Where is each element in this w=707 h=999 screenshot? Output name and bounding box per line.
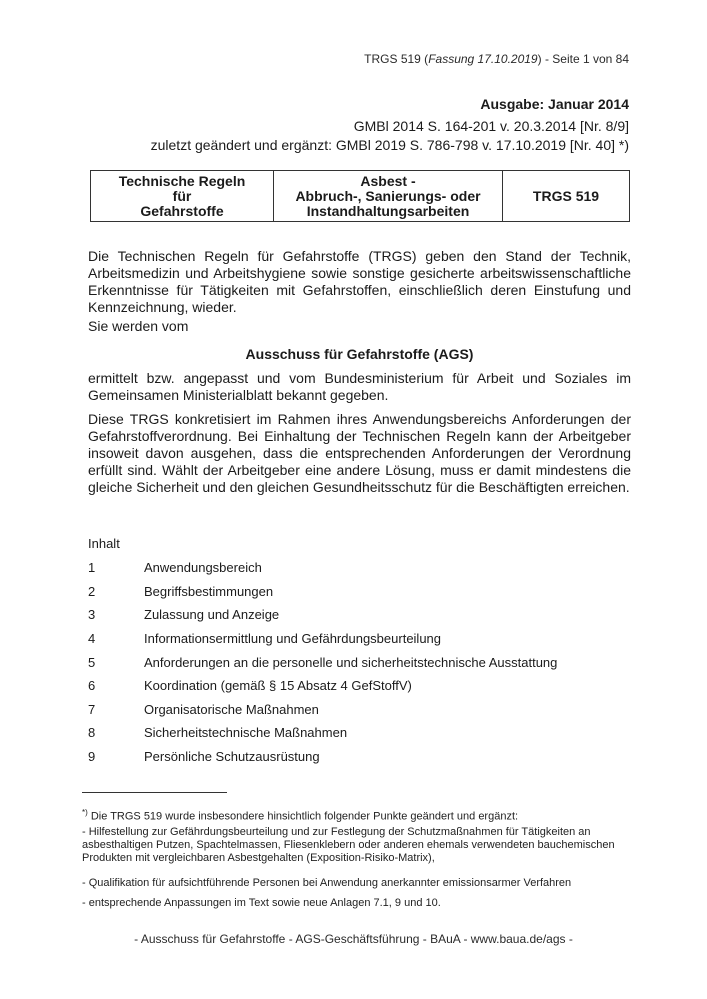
footnote-divider xyxy=(82,792,227,793)
footnote-item: - Qualifikation für aufsichtführende Personen bei Anwendung anerkannter emissionsarmer Verfahren xyxy=(82,877,572,889)
page-footer: - Ausschuss für Gefahrstoffe - AGS-Geschäftsführung - BAuA - www.baua.de/ags - xyxy=(134,932,573,946)
footnote-marker: *) xyxy=(82,808,88,817)
toc-item-number: 6 xyxy=(88,678,96,694)
toc-item-number: 5 xyxy=(88,654,96,670)
gmbl-reference: GMBl 2014 S. 164-201 v. 20.3.2014 [Nr. 8/9] xyxy=(353,118,629,134)
toc-item-label: Anwendungsbereich xyxy=(144,560,262,576)
toc-item-number: 7 xyxy=(88,701,96,717)
title-cell-rules: Technische Regeln für Gefahrstoffe xyxy=(91,171,274,222)
toc-item-label: Persönliche Schutzausrüstung xyxy=(144,749,320,765)
page-header: TRGS 519 (Fassung 17.10.2019) - Seite 1 von 84 xyxy=(364,52,629,66)
toc-item-number: 3 xyxy=(88,607,96,623)
toc-item-label: Informationsermittlung und Gefährdungsbeurteilung xyxy=(144,631,442,647)
toc-item[interactable] xyxy=(88,698,588,722)
toc-item[interactable] xyxy=(88,603,588,627)
toc-item[interactable] xyxy=(88,650,588,674)
toc-item[interactable] xyxy=(88,721,588,745)
toc-item-number: 2 xyxy=(88,583,96,599)
toc-item-label: Zulassung und Anzeige xyxy=(144,607,280,623)
toc-item-number: 4 xyxy=(88,631,96,647)
toc-item-number: 8 xyxy=(88,725,96,741)
toc-item-number: 9 xyxy=(88,749,96,765)
toc-item[interactable] xyxy=(88,674,588,698)
toc-item[interactable] xyxy=(88,745,588,769)
edition-label: Ausgabe: Januar 2014 xyxy=(480,96,629,112)
title-table xyxy=(90,170,630,222)
toc-item-label: Organisatorische Maßnahmen xyxy=(144,701,319,717)
toc-item-label: Begriffsbestimmungen xyxy=(144,583,274,599)
toc-item[interactable] xyxy=(88,580,588,604)
toc-item-number: 1 xyxy=(88,560,96,576)
fassung-date: Fassung 17.10.2019 xyxy=(428,52,538,66)
ermittelt-paragraph: ermittelt bzw. angepasst und vom Bundesministerium für Arbeit und Soziales im Gemeinsamen Ministerialblatt bekannt gegeben. xyxy=(88,370,631,403)
committee-heading: Ausschuss für Gefahrstoffe (AGS) xyxy=(245,346,474,362)
toc-item[interactable] xyxy=(88,556,588,580)
concretizes-paragraph: Diese TRGS konkretisiert im Rahmen ihres Anwendungsbereichs Anforderungen der Gefahrstoffverordnung. Bei Einhaltung der Technischen Regeln kann der Arbeitgeber insoweit davon ausgehen, dass die entsprechenden Anforderungen der Verordnung erfüllt sind. Wählt der Arbeitgeber eine andere Lösung, muss er damit mindestens die gleiche Sicherheit und den gleichen Gesundheitsschutz für die Beschäftigten erreichen. xyxy=(88,411,631,495)
footnote-item: - entsprechende Anpassungen im Text sowie neue Anlagen 7.1, 9 und 10. xyxy=(82,897,441,909)
toc-item[interactable] xyxy=(88,627,588,651)
title-cell-number: TRGS 519 xyxy=(503,171,630,222)
amendment-reference: zuletzt geändert und ergänzt: GMBl 2019 S. 786-798 v. 17.10.2019 [Nr. 40] *) xyxy=(150,137,629,153)
toc-title: Inhalt xyxy=(88,536,120,551)
table-of-contents xyxy=(88,556,588,768)
toc-item-label: Sicherheitstechnische Maßnahmen xyxy=(144,725,348,741)
title-cell-subject: Asbest - Abbruch-, Sanierungs- oder Instandhaltungsarbeiten xyxy=(274,171,503,222)
toc-item-label: Anforderungen an die personelle und sicherheitstechnische Ausstattung xyxy=(144,654,558,670)
sie-werden-text: Sie werden vom xyxy=(88,318,189,334)
footnote-item: - Hilfestellung zur Gefährdungsbeurteilung und zur Festlegung der Schutzmaßnahmen für Tätigkeiten an asbesthaltigen Putzen, Spachtelmassen, Fliesenklebern oder anderen ehemals verwendeten bauchemischen Produkten mit vergleichbaren Asbestgehalten (Exposition-Risiko-Matrix), xyxy=(82,826,615,864)
toc-item-label: Koordination (gemäß § 15 Absatz 4 GefStoffV) xyxy=(144,678,412,694)
footnote-intro: *) Die TRGS 519 wurde insbesondere hinsichtlich folgender Punkte geändert und ergänzt: xyxy=(82,808,519,823)
intro-paragraph: Die Technischen Regeln für Gefahrstoffe (TRGS) geben den Stand der Technik, Arbeitsmedizin und Arbeitshygiene sowie sonstige gesicherte arbeitswissenschaftliche Erkenntnisse für Tätigkeiten mit Gefahrstoffen, einschließlich deren Einstufung und Kennzeichnung, wieder. xyxy=(88,248,631,315)
